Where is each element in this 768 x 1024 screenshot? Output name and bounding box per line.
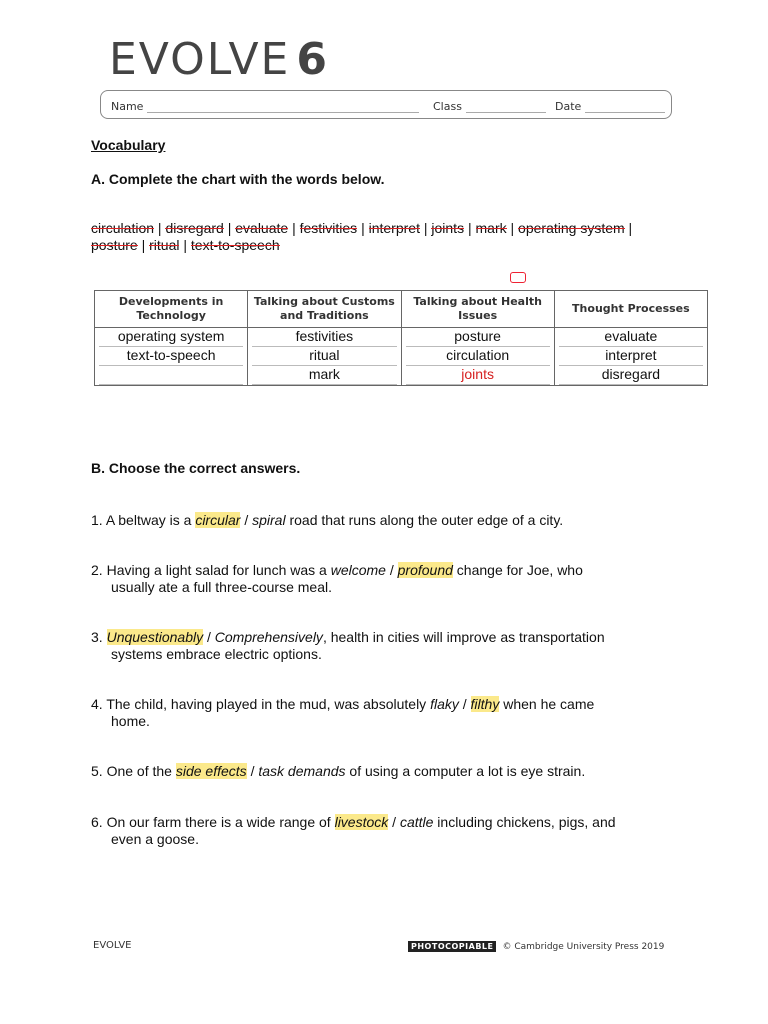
word-bank-item: circulation [91, 220, 155, 236]
word-bank [91, 220, 651, 254]
copyright-text: © Cambridge University Press 2019 [502, 941, 665, 952]
chart-cell[interactable]: interpret [559, 347, 703, 366]
footer-copyright-block [408, 941, 664, 952]
question-text-continued: even a goose. [111, 831, 199, 847]
question-text: The child, having played in the mud, was absolutely [106, 696, 431, 712]
chart-cell[interactable]: mark [252, 366, 396, 385]
question-text: including chickens, pigs, and [433, 814, 616, 830]
answer-option[interactable]: side effects [175, 763, 247, 779]
chart-cell[interactable] [99, 366, 243, 385]
question-number: 5. [91, 763, 103, 779]
name-field[interactable] [111, 100, 419, 113]
word-bank-separator: | [506, 220, 519, 236]
date-field[interactable] [555, 100, 665, 113]
word-bank-separator: | [179, 237, 191, 253]
evolve-logo: EVOLVE 6 [109, 34, 329, 85]
question-text: when he came [499, 696, 595, 712]
answer-option[interactable]: filthy [470, 696, 500, 712]
section-a-instruction: A. Complete the chart with the words below. [91, 171, 385, 187]
chart-header-customs: Talking about Customs and Traditions [248, 291, 401, 328]
date-line [585, 101, 665, 113]
answer-option[interactable]: livestock [334, 814, 389, 830]
chart-header-health: Talking about Health Issues [401, 291, 554, 328]
word-bank-item: mark [475, 220, 507, 236]
word-bank-separator: | [154, 220, 166, 236]
chart-header-thought: Thought Processes [554, 291, 707, 328]
date-label: Date [555, 100, 582, 113]
question-item [91, 629, 691, 663]
option-separator: / [385, 562, 398, 578]
chart-cell[interactable]: evaluate [559, 328, 703, 347]
option-separator: / [203, 629, 215, 645]
chart-cell-red-answer[interactable]: joints [406, 366, 550, 385]
class-label: Class [433, 100, 462, 113]
answer-option[interactable]: flaky [430, 696, 459, 712]
photocopiable-badge: PHOTOCOPIABLE [408, 941, 496, 952]
class-field[interactable] [433, 100, 546, 113]
question-text: One of the [106, 763, 176, 779]
answer-option[interactable]: Unquestionably [106, 629, 204, 645]
question-text: change for Joe, who [452, 562, 583, 578]
class-line [466, 101, 546, 113]
chart-header-row [95, 291, 708, 328]
question-number: 4. [91, 696, 103, 712]
word-bank-separator: | [288, 220, 300, 236]
question-number: 1. [91, 512, 103, 528]
vocabulary-heading: Vocabulary [91, 137, 166, 153]
word-bank-item: operating system [518, 220, 625, 236]
word-bank-item: festivities [299, 220, 358, 236]
name-label: Name [111, 100, 144, 113]
option-separator: / [458, 696, 471, 712]
word-bank-separator: | [464, 220, 476, 236]
name-class-date-bar [100, 90, 672, 119]
option-separator: / [388, 814, 400, 830]
word-bank-item: evaluate [235, 220, 289, 236]
question-item [91, 763, 691, 780]
answer-option[interactable]: spiral [252, 512, 286, 528]
question-item [91, 562, 691, 596]
chart-cell[interactable]: circulation [406, 347, 550, 366]
question-text: of using a computer a lot is eye strain. [345, 763, 586, 779]
chart-cell[interactable]: disregard [559, 366, 703, 385]
question-text-continued: systems embrace electric options. [111, 646, 322, 662]
chart-cell[interactable]: text-to-speech [99, 347, 243, 366]
name-line [147, 101, 419, 113]
question-text: road that runs along the outer edge of a city. [285, 512, 564, 528]
red-annotation-box [510, 272, 526, 283]
chart-cell[interactable]: posture [406, 328, 550, 347]
chart-header-technology: Developments in Technology [95, 291, 248, 328]
word-bank-item: ritual [149, 237, 180, 253]
question-item [91, 512, 691, 529]
question-text: On our farm there is a wide range of [106, 814, 335, 830]
chart-cell[interactable]: operating system [99, 328, 243, 347]
word-bank-item: joints [431, 220, 465, 236]
chart-row [95, 347, 708, 366]
chart-row [95, 366, 708, 386]
question-text-continued: usually ate a full three-course meal. [111, 579, 332, 595]
question-text: Having a light salad for lunch was a [106, 562, 331, 578]
question-text-continued: home. [111, 713, 150, 729]
word-bank-item: interpret [368, 220, 420, 236]
chart-cell[interactable]: festivities [252, 328, 396, 347]
vocabulary-chart [94, 290, 708, 386]
answer-option[interactable]: Comprehensively [214, 629, 323, 645]
word-bank-separator: | [419, 220, 432, 236]
answer-option[interactable]: welcome [330, 562, 386, 578]
word-bank-separator: | [137, 237, 150, 253]
word-bank-separator: | [223, 220, 236, 236]
answer-option[interactable]: circular [195, 512, 241, 528]
word-bank-item: posture [91, 237, 138, 253]
question-item [91, 814, 691, 848]
question-text: A beltway is a [105, 512, 196, 528]
footer-evolve: EVOLVE [93, 940, 132, 951]
question-item [91, 696, 691, 730]
answer-option[interactable]: profound [397, 562, 453, 578]
word-bank-separator: | [357, 220, 369, 236]
word-bank-item: text-to-speech [190, 237, 280, 253]
question-number: 2. [91, 562, 103, 578]
option-separator: / [240, 512, 253, 528]
option-separator: / [246, 763, 259, 779]
word-bank-separator: | [624, 220, 633, 236]
section-b-instruction: B. Choose the correct answers. [91, 460, 301, 476]
answer-option[interactable]: cattle [399, 814, 434, 830]
question-number: 3. [91, 629, 103, 645]
chart-row [95, 328, 708, 348]
word-bank-item: disregard [165, 220, 224, 236]
question-number: 6. [91, 814, 103, 830]
question-text: , health in cities will improve as transportation [322, 629, 605, 645]
chart-cell[interactable]: ritual [252, 347, 396, 366]
answer-option[interactable]: task demands [258, 763, 346, 779]
